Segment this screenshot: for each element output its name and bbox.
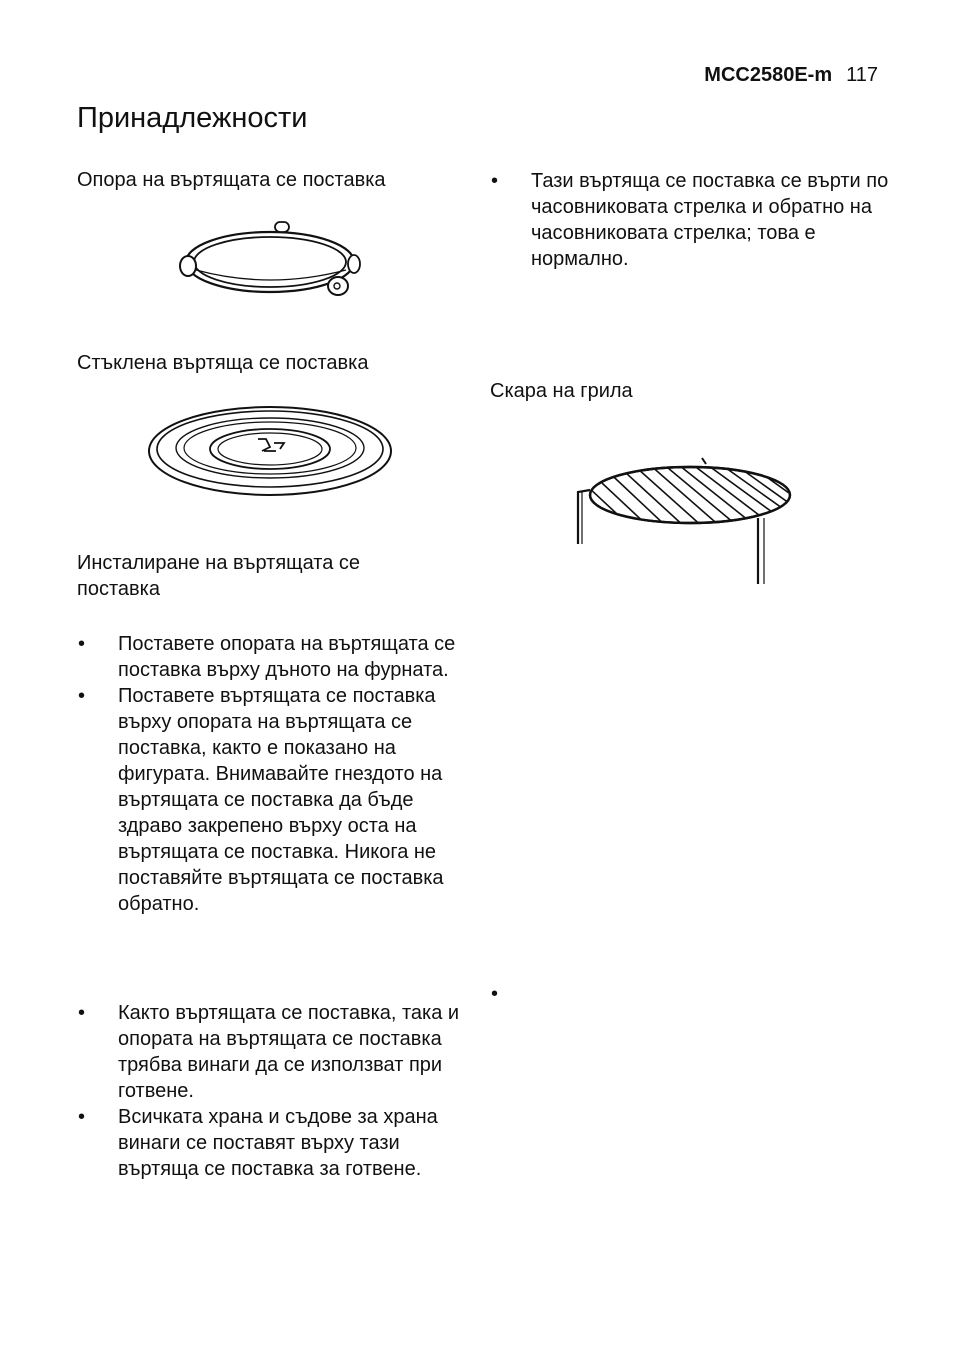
install-bullets-b: [77, 1000, 467, 1182]
bullet-glyph: •: [491, 983, 499, 1005]
bullet-glyph: •: [491, 170, 499, 192]
list-item: [77, 1000, 467, 1104]
model-number: MCC2580E-m: [704, 64, 833, 86]
page-title: Принадлежности: [77, 102, 308, 134]
turntable-ring-support-illustration: [178, 220, 364, 298]
page-number: 117: [846, 64, 878, 86]
page-header: [704, 64, 878, 87]
list-item: [77, 1104, 467, 1182]
list-item: [490, 168, 890, 272]
list-item-text: Поставете въртящата се поставка върху опората на въртящата се поставка, както е показано на фигурата. Внимавайте гнездото на въртящата се поставка да бъде здраво закрепено върху оста на въртящата се поставка. Никога не поставяйте въртящата се поставка обратно.: [118, 685, 444, 915]
bullet-glyph: •: [78, 1106, 86, 1128]
install-heading: Инсталиране на въртящата се поставка: [77, 552, 361, 600]
bullet-glyph: •: [78, 1002, 86, 1024]
list-item: [77, 631, 467, 683]
bullet-glyph: •: [78, 633, 86, 655]
list-item-text: Тази въртяща се поставка се върти по часовниковата стрелка и обратно на часовниковата стрелка; това е нормално.: [531, 170, 889, 270]
list-item-text: Всичката храна и съдове за храна винаги се поставят върху тази въртяща се поставка за готвене.: [118, 1106, 438, 1180]
bullet-glyph: •: [78, 685, 86, 707]
grill-heading: Скара на грила: [490, 380, 633, 402]
glass-heading: Стъклена въртяща се поставка: [77, 352, 369, 374]
rotation-bullet: [490, 168, 890, 272]
support-heading: Опора на въртящата се поставка: [77, 169, 386, 191]
grill-rack-illustration: [572, 454, 794, 588]
glass-turntable-illustration: [146, 403, 394, 499]
list-item-text: Както въртящата се поставка, така и опората на въртящата се поставка трябва винаги да се използват при готвене.: [118, 1002, 460, 1102]
list-item-text: Поставете опората на въртящата се поставка върху дъното на фурната.: [118, 633, 456, 681]
list-item: [77, 683, 467, 917]
install-bullets-a: [77, 631, 467, 917]
